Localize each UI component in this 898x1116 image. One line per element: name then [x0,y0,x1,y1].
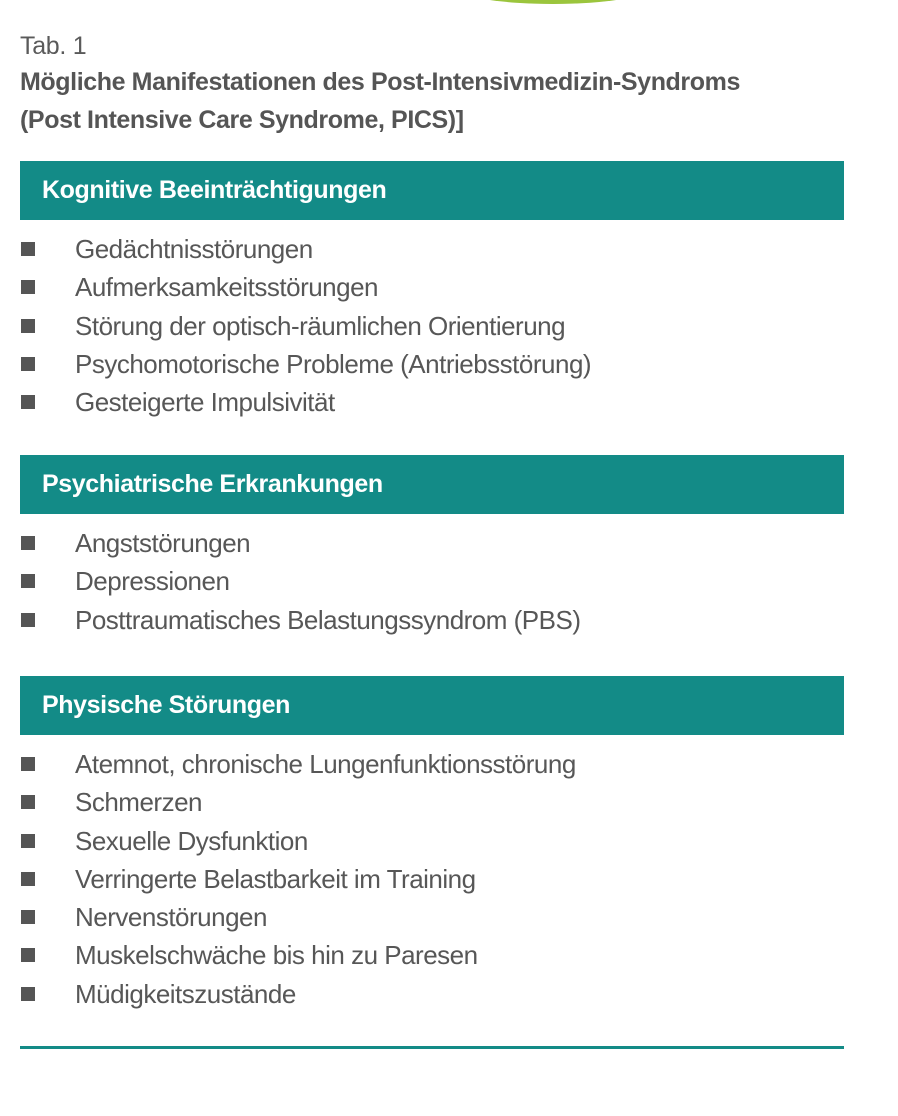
square-bullet-icon [21,357,35,371]
section-header-physical: Physische Störungen [20,676,844,735]
item-text: Psychomotorische Probleme (Antriebsstörung) [75,348,592,379]
square-bullet-icon [21,574,35,588]
list-item [20,898,844,936]
list-item [20,307,844,345]
item-text: Aufmerksamkeitsstörungen [75,272,379,303]
list-item [20,524,844,562]
list-cognitive [20,230,844,421]
square-bullet-icon [21,910,35,924]
list-item [20,975,844,1013]
square-bullet-icon [21,948,35,962]
square-bullet-icon [21,987,35,1001]
decorative-green-arc [455,0,651,4]
item-text: Gedächtnisstörungen [75,234,313,264]
item-text: Störung der optisch-räumlichen Orientierung [75,310,566,341]
list-item [20,268,844,306]
square-bullet-icon [21,395,35,409]
list-item [20,562,844,600]
list-physical [20,745,844,1013]
item-text: Angststörungen [75,528,251,558]
item-text: Depressionen [75,566,230,597]
item-text: Muskelschwäche bis hin zu Paresen [75,940,478,971]
square-bullet-icon [21,795,35,809]
list-item [20,860,844,898]
item-text: Atemnot, chronische Lungenfunktionsstörung [75,749,576,779]
list-item [20,745,844,783]
square-bullet-icon [21,242,35,256]
table-title-line-1: Mögliche Manifestationen des Post-Intensivmedizin-Syndroms [20,68,740,96]
table-title-line-2: (Post Intensive Care Syndrome, PICS)] [20,106,464,134]
square-bullet-icon [21,280,35,294]
section-physical [20,676,844,1013]
list-item [20,783,844,821]
square-bullet-icon [21,757,35,771]
square-bullet-icon [21,834,35,848]
list-item [20,383,844,421]
item-text: Schmerzen [75,787,202,818]
bottom-divider [20,1046,844,1049]
list-item [20,230,844,268]
section-psychiatric [20,455,844,639]
square-bullet-icon [21,536,35,550]
table-number: Tab. 1 [20,32,87,60]
item-text: Müdigkeitszustände [75,978,296,1009]
list-item [20,345,844,383]
item-text: Sexuelle Dysfunktion [75,825,308,856]
item-text: Gesteigerte Impulsivität [75,387,335,418]
square-bullet-icon [21,319,35,333]
square-bullet-icon [21,613,35,627]
square-bullet-icon [21,872,35,886]
item-text: Nervenstörungen [75,902,267,933]
table-caption [20,29,870,139]
list-item [20,936,844,974]
list-item [20,601,844,639]
section-header-cognitive: Kognitive Beeinträchtigungen [20,161,844,220]
list-psychiatric [20,524,844,639]
list-item [20,822,844,860]
item-text: Posttraumatisches Belastungssyndrom (PBS) [75,604,581,635]
section-cognitive [20,161,844,421]
section-header-psychiatric: Psychiatrische Erkrankungen [20,455,844,514]
item-text: Verringerte Belastbarkeit im Training [75,863,476,894]
